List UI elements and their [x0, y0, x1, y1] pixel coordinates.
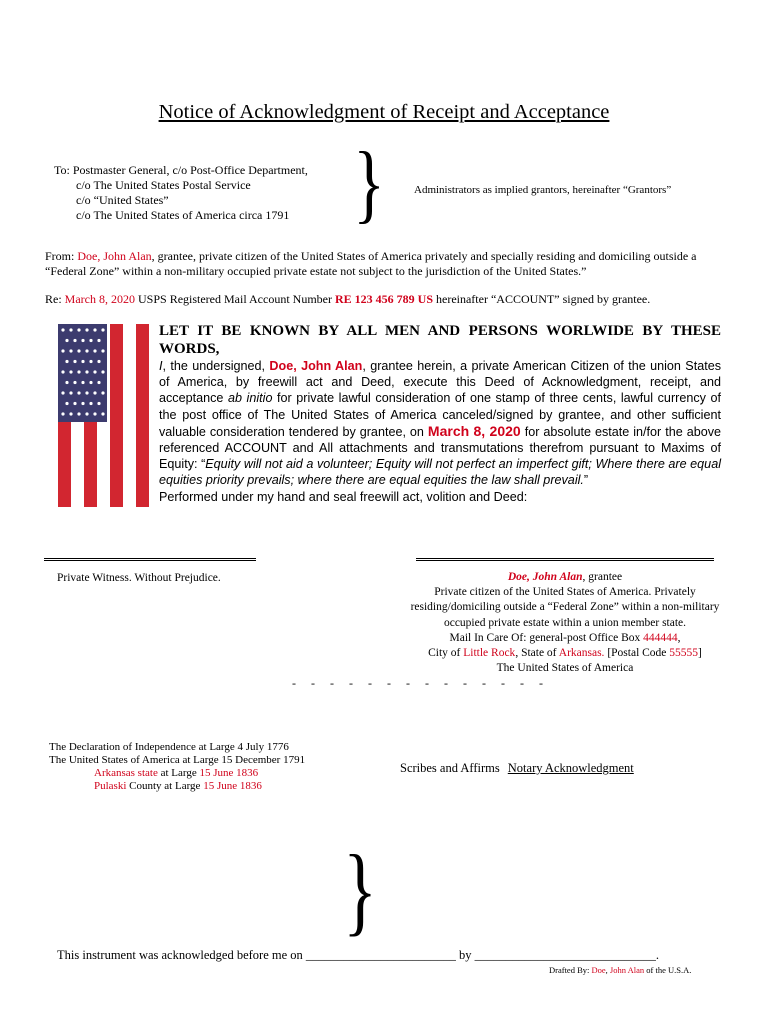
- flag-star: [85, 412, 88, 415]
- flag-star: [97, 402, 100, 405]
- at-large: County at Large: [126, 780, 204, 792]
- flag-star: [93, 349, 96, 352]
- flag-star: [93, 412, 96, 415]
- equity-maxims: Equity will not aid a volunteer; Equity will not perfect an imperfect gift; Where there are equal equities priority prevails; where there are equal equities the law shall prevail.: [159, 457, 721, 488]
- state-label: , State of: [515, 647, 559, 660]
- po-box: 444444: [643, 631, 678, 644]
- grantee-name-line: [405, 570, 725, 585]
- deed-i: I: [159, 359, 163, 373]
- declaration-line: The Declaration of Independence at Large 4 July 1776: [49, 741, 289, 753]
- flag-star: [77, 412, 80, 415]
- flag-star: [73, 381, 76, 384]
- flag-star: [101, 370, 104, 373]
- flag-stripe: [136, 324, 149, 507]
- flag-star: [97, 360, 100, 363]
- declaration-block: [49, 741, 305, 793]
- flag-star: [101, 349, 104, 352]
- from-name: Doe, John Alan: [77, 249, 152, 263]
- addressee-block: [54, 163, 308, 223]
- city-label: City of: [428, 647, 464, 660]
- flag-stripe: [110, 324, 123, 507]
- flag-star: [101, 391, 104, 394]
- deed-text: for private lawful consideration of one stamp of three cents, lawful currency of the post office of The United States of America canceled/signed by grantee, and other sufficient valuable consideration tendered by grantee, on: [159, 391, 721, 439]
- flag-star: [77, 370, 80, 373]
- flag-star: [81, 360, 84, 363]
- flag-star: [89, 402, 92, 405]
- witness-signature-line: [44, 558, 256, 561]
- flag-star: [61, 391, 64, 394]
- deed-body: [159, 322, 721, 489]
- witness-label: Private Witness. Without Prejudice.: [57, 572, 221, 584]
- addressee-line: To: Postmaster General, c/o Post-Office Department,: [54, 163, 308, 177]
- grantee-signature-line: [416, 558, 714, 561]
- scribes-line: [400, 761, 634, 776]
- addressee-line: c/o “United States”: [76, 193, 169, 207]
- city: Little Rock: [463, 647, 516, 660]
- flag-star: [73, 360, 76, 363]
- flag-star: [69, 349, 72, 352]
- declaration-line: The United States of America at Large 15 December 1791: [49, 754, 306, 766]
- grantors-note: Administrators as implied grantors, hereinafter “Grantors”: [414, 184, 672, 196]
- county-date: 15 June 1836: [203, 780, 262, 792]
- flag-star: [97, 339, 100, 342]
- flag-star: [77, 328, 80, 331]
- county-name: Pulaski: [94, 780, 127, 792]
- flag-star: [93, 370, 96, 373]
- flag-star: [97, 381, 100, 384]
- city-line: [405, 646, 725, 661]
- flag-star: [69, 391, 72, 394]
- flag-star: [61, 349, 64, 352]
- right-brace: }: [353, 135, 385, 232]
- flag-star: [61, 370, 64, 373]
- flag-star: [65, 360, 68, 363]
- flag-star: [65, 381, 68, 384]
- addressee-line: c/o The United States of America circa 1791: [76, 208, 290, 222]
- bracket: ]: [698, 647, 702, 660]
- notary-acknowledgment: Notary Acknowledgment: [507, 761, 634, 775]
- flag-star: [77, 391, 80, 394]
- re-date: March 8, 2020: [64, 292, 135, 306]
- deed-text: , the undersigned,: [162, 359, 270, 373]
- flag-star: [73, 402, 76, 405]
- re-tail: hereinafter “ACCOUNT” signed by grantee.: [433, 292, 651, 306]
- comma: ,: [677, 631, 681, 644]
- deed-text: for absolute estate in/for the above referenced ACCOUNT and All attachments and transmutations therefrom pursuant to Maxims of Equity: “: [159, 424, 722, 472]
- re-label: Re:: [45, 292, 65, 306]
- dash-separator: - - - - - - - - - - - - - -: [292, 676, 549, 690]
- flag-star: [85, 328, 88, 331]
- instrument-line: This instrument was acknowledged before me on ________________________ by _____________________________.: [57, 948, 660, 962]
- from-label: From:: [45, 249, 78, 263]
- account-number: RE 123 456 789 US: [334, 292, 433, 306]
- drafted-label: Drafted By:: [549, 965, 592, 975]
- drafted-surname: Doe: [591, 965, 606, 975]
- re-mid: USPS Registered Mail Account Number: [135, 292, 335, 306]
- flag-star: [101, 328, 104, 331]
- state-name: Arkansas state: [94, 767, 158, 779]
- flag-star: [73, 339, 76, 342]
- flag-star: [93, 391, 96, 394]
- flag-star: [69, 412, 72, 415]
- flag-star: [69, 328, 72, 331]
- flag-star: [81, 381, 84, 384]
- mail-label: Mail In Care Of: general-post Office Box: [449, 631, 644, 644]
- flag-star: [69, 370, 72, 373]
- flag-stripe: [123, 324, 136, 507]
- flag-star: [81, 339, 84, 342]
- drafted-tail: of the U.S.A.: [644, 965, 692, 975]
- deed-text: , grantee herein, a private American Citizen of the union States of America, by freewill act and Deed, execute this Deed of Acknowledgment, receipt, and acceptance: [159, 359, 721, 406]
- flag-star: [81, 402, 84, 405]
- document-title: Notice of Acknowledgment of Receipt and Acceptance: [158, 101, 610, 123]
- us-flag-image: [58, 324, 149, 507]
- scribes-label: Scribes and Affirms: [400, 761, 500, 775]
- from-paragraph: [45, 249, 725, 279]
- flag-star: [61, 328, 64, 331]
- flag-star: [101, 412, 104, 415]
- declaration-line: [49, 767, 305, 780]
- state: Arkansas.: [558, 647, 605, 660]
- comma: ,: [605, 965, 610, 975]
- ab-initio: ab initio: [227, 391, 273, 406]
- deed-date: March 8, 2020: [427, 422, 521, 439]
- deed-heading: LET IT BE KNOWN BY ALL MEN AND PERSONS WORLWIDE BY THESE WORDS,: [159, 323, 721, 357]
- flag-star: [61, 412, 64, 415]
- flag-star: [85, 349, 88, 352]
- flag-star: [65, 339, 68, 342]
- declaration-line: [49, 780, 305, 793]
- grantee-description: Private citizen of the United States of America. Privately residing/domiciling outside a “Federal Zone” within a non-military occupied private estate within a union member state.: [410, 586, 720, 629]
- drafted-given: John Alan: [609, 965, 645, 975]
- state-date: 15 June 1836: [199, 767, 259, 779]
- right-brace: }: [343, 834, 377, 945]
- grantee-block: [405, 570, 725, 676]
- postal-code: 55555: [669, 647, 699, 660]
- re-line: [45, 292, 650, 307]
- grantee-name: Doe, John Alan: [507, 571, 583, 583]
- grantee-role: , grantee: [582, 571, 623, 583]
- deed-name: Doe, John Alan: [269, 359, 363, 373]
- flag-star: [85, 370, 88, 373]
- drafted-by: [549, 965, 691, 975]
- country: The United States of America: [496, 662, 634, 675]
- addressee-line: c/o The United States Postal Service: [76, 178, 251, 192]
- deed-text: ”: [583, 473, 589, 488]
- flag-star: [77, 349, 80, 352]
- flag-star: [89, 381, 92, 384]
- flag-star: [89, 360, 92, 363]
- deed-paragraph: [159, 358, 721, 489]
- flag-star: [85, 391, 88, 394]
- performed-line: Performed under my hand and seal freewill act, volition and Deed:: [159, 490, 528, 504]
- mail-care-of: [405, 631, 725, 646]
- postal-label: [Postal Code: [604, 647, 670, 660]
- at-large: at Large: [157, 767, 200, 779]
- flag-star: [65, 402, 68, 405]
- flag-star: [89, 339, 92, 342]
- flag-star: [93, 328, 96, 331]
- from-text: , grantee, private citizen of the United States of America privately and specially residing and domiciling outside a “Federal Zone” within a non-military occupied private estate not subject to the jurisdiction of the United States.”: [45, 249, 697, 278]
